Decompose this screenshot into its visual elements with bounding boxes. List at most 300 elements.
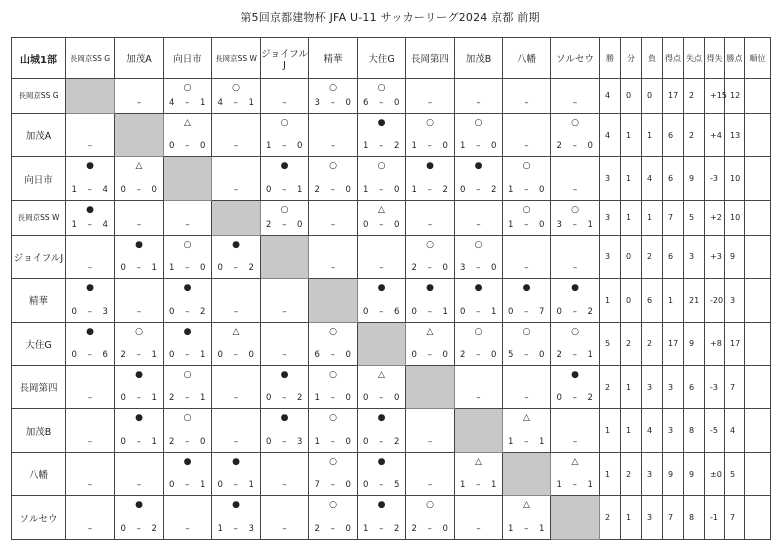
unplayed-dash: – [233, 436, 239, 447]
match-cell [551, 157, 600, 200]
match-score: 2 – 0 [169, 436, 206, 447]
match-cell [309, 496, 358, 540]
stat-cell: 1 [621, 200, 642, 235]
match-score: 3 – 1 [556, 219, 594, 230]
result-mark: ○ [474, 326, 483, 337]
match-cell [164, 200, 212, 235]
match-cell [503, 113, 551, 156]
stat-cell: 4 [600, 113, 621, 156]
self-match-cell [261, 235, 309, 278]
table-body [12, 79, 771, 540]
match-cell [115, 496, 164, 540]
unplayed-dash: – [282, 480, 287, 491]
match-cell [309, 322, 358, 365]
team-row [12, 113, 771, 156]
unplayed-dash: – [87, 436, 93, 447]
stat-cell: 6 [663, 113, 684, 156]
result-mark: ● [280, 369, 289, 380]
match-cell [358, 365, 406, 408]
row-header-team: 長岡京SS W [12, 200, 66, 235]
match-score: 1 – 0 [411, 141, 449, 152]
unplayed-dash: – [476, 393, 481, 404]
match-score: 0 – 0 [120, 184, 158, 195]
match-cell [164, 322, 212, 365]
stat-cell: ±0 [705, 452, 725, 495]
team-row [12, 79, 771, 114]
unplayed-dash: – [233, 393, 239, 404]
match-cell [212, 113, 261, 156]
match-cell [115, 365, 164, 408]
match-cell [66, 365, 115, 408]
match-score: 0 – 7 [508, 306, 545, 317]
match-cell [212, 452, 261, 495]
result-mark: ● [426, 283, 434, 294]
match-score: 1 – 0 [460, 141, 497, 152]
match-score: 0 – 5 [363, 480, 400, 491]
unplayed-dash: – [330, 141, 336, 152]
match-score: 0 – 0 [169, 141, 206, 152]
match-cell [212, 322, 261, 365]
match-cell [212, 279, 261, 322]
match-cell [358, 79, 406, 114]
match-score: 1 – 1 [508, 436, 545, 447]
stat-cell: 0 [621, 279, 642, 322]
unplayed-dash: – [476, 219, 481, 230]
match-cell [551, 113, 600, 156]
result-mark: ● [232, 500, 240, 511]
match-cell [164, 496, 212, 540]
match-score: 0 – 0 [411, 349, 449, 360]
match-score: 2 – 0 [411, 524, 449, 534]
stat-cell [745, 200, 771, 235]
stat-cell: +8 [705, 322, 725, 365]
match-cell [212, 79, 261, 114]
match-score: 0 – 1 [266, 184, 303, 195]
stat-cell [745, 496, 771, 540]
result-mark: △ [135, 161, 143, 172]
stat-cell: 10 [725, 200, 745, 235]
stat-cell [745, 322, 771, 365]
result-mark: ● [280, 413, 289, 424]
result-mark: △ [232, 326, 240, 337]
unplayed-dash: – [87, 480, 93, 491]
match-cell [406, 113, 455, 156]
stat-cell: 6 [663, 235, 684, 278]
match-cell [66, 235, 115, 278]
stat-cell: 1 [642, 113, 663, 156]
result-mark: ○ [183, 239, 192, 250]
result-mark: ○ [232, 83, 240, 93]
result-mark: ● [232, 456, 240, 467]
match-score: 1 – 2 [363, 141, 400, 152]
match-cell [309, 409, 358, 452]
self-match-cell [503, 452, 551, 495]
result-mark: △ [571, 456, 579, 467]
result-mark: ○ [329, 83, 337, 93]
column-header-team: 加茂A [115, 38, 164, 79]
result-mark: ● [135, 239, 143, 250]
match-cell [309, 113, 358, 156]
match-cell [503, 79, 551, 114]
match-cell [164, 79, 212, 114]
team-row [12, 409, 771, 452]
column-header-team: 精華 [309, 38, 358, 79]
match-score: 0 – 0 [363, 219, 400, 230]
unplayed-dash: – [427, 480, 433, 491]
match-cell [164, 452, 212, 495]
stat-cell: 3 [642, 496, 663, 540]
match-cell [261, 409, 309, 452]
unplayed-dash: – [572, 436, 578, 447]
unplayed-dash: – [524, 393, 529, 404]
match-score: 3 – 0 [314, 97, 352, 108]
match-cell [66, 200, 115, 235]
match-score: 1 – 1 [508, 524, 545, 534]
result-mark: ● [86, 204, 94, 215]
match-cell [455, 452, 503, 495]
column-header-team: 長岡京SS G [66, 38, 115, 79]
stat-cell: 4 [642, 409, 663, 452]
stat-cell [745, 235, 771, 278]
column-header-team: ジョイフルJ [261, 38, 309, 79]
match-score: 0 – 1 [460, 306, 497, 317]
result-mark: ● [474, 283, 483, 294]
stat-cell: 2 [684, 113, 705, 156]
match-score: 6 – 0 [363, 97, 400, 108]
match-score: 2 – 0 [460, 349, 497, 360]
stat-cell: 4 [600, 79, 621, 114]
match-cell [66, 322, 115, 365]
stat-cell [745, 79, 771, 114]
result-mark: ● [522, 283, 531, 294]
match-cell [115, 235, 164, 278]
stat-cell: 5 [725, 452, 745, 495]
result-mark: ○ [377, 83, 386, 93]
team-row [12, 157, 771, 200]
result-mark: ● [183, 456, 192, 467]
result-mark: ○ [571, 204, 579, 215]
match-score: 6 – 0 [314, 349, 352, 360]
match-score: 1 – 4 [71, 184, 109, 195]
stat-cell: -1 [705, 496, 725, 540]
result-mark: ○ [329, 369, 337, 380]
match-cell [358, 157, 406, 200]
match-score: 0 – 2 [363, 436, 400, 447]
row-header-team: 加茂B [12, 409, 66, 452]
match-cell [66, 157, 115, 200]
match-score: 1 – 0 [314, 436, 352, 447]
result-mark: ● [426, 161, 434, 172]
match-cell [261, 113, 309, 156]
result-mark: △ [426, 326, 434, 337]
stat-cell: 9 [684, 452, 705, 495]
match-score: 0 – 6 [363, 306, 400, 317]
match-score: 2 – 0 [266, 219, 303, 230]
stat-cell: 1 [663, 279, 684, 322]
unplayed-dash: – [136, 480, 142, 491]
stat-cell: 8 [684, 496, 705, 540]
stat-cell: 1 [621, 157, 642, 200]
result-mark: ○ [474, 117, 483, 128]
result-mark: ○ [522, 326, 531, 337]
row-header-team: 加茂A [12, 113, 66, 156]
result-mark: ● [135, 369, 143, 380]
column-header-team: 長岡京SS W [212, 38, 261, 79]
header-row [12, 38, 771, 79]
match-cell [551, 79, 600, 114]
row-header-team: 向日市 [12, 157, 66, 200]
self-match-cell [455, 409, 503, 452]
result-mark: ● [183, 283, 192, 294]
stat-cell: 2 [642, 322, 663, 365]
stat-cell: 3 [663, 409, 684, 452]
unplayed-dash: – [87, 263, 93, 274]
match-score: 0 – 3 [266, 436, 303, 447]
match-cell [551, 279, 600, 322]
match-cell [406, 409, 455, 452]
match-cell [358, 113, 406, 156]
stat-cell: 7 [663, 200, 684, 235]
match-score: 0 – 0 [363, 393, 400, 404]
stat-cell: 7 [663, 496, 684, 540]
match-cell [66, 452, 115, 495]
match-cell [261, 157, 309, 200]
match-cell [455, 235, 503, 278]
match-cell [261, 79, 309, 114]
match-score: 0 – 1 [120, 393, 158, 404]
result-mark: ● [571, 283, 579, 294]
match-cell [455, 322, 503, 365]
row-header-team: 長岡京SS G [12, 79, 66, 114]
match-score: 0 – 1 [217, 480, 255, 491]
unplayed-dash: – [282, 524, 287, 534]
stat-cell: +3 [705, 235, 725, 278]
result-mark: ● [183, 326, 192, 337]
match-score: 1 – 0 [508, 184, 545, 195]
self-match-cell [212, 200, 261, 235]
match-score: 1 – 0 [363, 184, 400, 195]
match-score: 3 – 0 [460, 263, 497, 274]
stat-cell: 0 [621, 79, 642, 114]
column-header-stat: 順位 [745, 38, 771, 79]
stat-cell: 17 [663, 322, 684, 365]
match-cell [261, 322, 309, 365]
unplayed-dash: – [233, 306, 239, 317]
result-mark: ○ [329, 413, 337, 424]
unplayed-dash: – [572, 263, 578, 274]
stat-cell: 7 [725, 496, 745, 540]
result-mark: ○ [183, 413, 192, 424]
match-score: 0 – 3 [71, 306, 109, 317]
match-cell [164, 235, 212, 278]
column-header-stat: 得失 [705, 38, 725, 79]
stat-cell: 1 [621, 113, 642, 156]
stat-cell: 1 [600, 409, 621, 452]
stat-cell: +2 [705, 200, 725, 235]
stat-cell: 6 [663, 157, 684, 200]
match-score: 1 – 2 [411, 184, 449, 195]
stat-cell: 17 [725, 322, 745, 365]
match-cell [309, 157, 358, 200]
match-cell [66, 279, 115, 322]
unplayed-dash: – [233, 141, 239, 152]
stat-cell: 8 [684, 409, 705, 452]
result-mark: ○ [183, 83, 192, 93]
unplayed-dash: – [136, 97, 142, 108]
stat-cell: 3 [642, 452, 663, 495]
result-mark: ○ [522, 161, 531, 172]
stat-cell: 3 [725, 279, 745, 322]
match-cell [115, 322, 164, 365]
self-match-cell [115, 113, 164, 156]
match-cell [455, 279, 503, 322]
unplayed-dash: – [87, 524, 93, 534]
match-score: 2 – 0 [314, 184, 352, 195]
stat-cell: 21 [684, 279, 705, 322]
result-mark: ● [280, 161, 289, 172]
match-score: 2 – 1 [556, 349, 594, 360]
row-header-team: 大住G [12, 322, 66, 365]
match-cell [503, 496, 551, 540]
stat-cell: 6 [684, 365, 705, 408]
stat-cell: 9 [725, 235, 745, 278]
match-score: 0 – 2 [120, 524, 158, 534]
stat-cell: 3 [600, 200, 621, 235]
match-cell [212, 157, 261, 200]
column-header-team: 加茂B [455, 38, 503, 79]
unplayed-dash: – [185, 219, 190, 230]
unplayed-dash: – [476, 97, 481, 108]
team-row [12, 279, 771, 322]
result-mark: ○ [329, 161, 337, 172]
self-match-cell [551, 496, 600, 540]
match-score: 1 – 0 [266, 141, 303, 152]
match-cell [164, 365, 212, 408]
match-cell [551, 365, 600, 408]
match-score: 2 – 1 [120, 349, 158, 360]
result-mark: ○ [474, 239, 483, 250]
stat-cell: -20 [705, 279, 725, 322]
match-cell [309, 365, 358, 408]
row-header-team: 八幡 [12, 452, 66, 495]
team-row [12, 365, 771, 408]
team-row [12, 496, 771, 540]
match-cell [358, 200, 406, 235]
self-match-cell [406, 365, 455, 408]
result-mark: ○ [135, 326, 143, 337]
league-name: 山城1部 [12, 38, 66, 79]
match-cell [455, 79, 503, 114]
match-cell [115, 452, 164, 495]
stat-cell [745, 279, 771, 322]
unplayed-dash: – [476, 524, 481, 534]
stat-cell: 9 [684, 157, 705, 200]
match-cell [455, 157, 503, 200]
page-title: 第5回京都建物杯 JFA U-11 サッカーリーグ2024 京都 前期 [240, 11, 540, 24]
match-cell [66, 409, 115, 452]
row-header-team: 長岡第四 [12, 365, 66, 408]
result-mark: △ [378, 369, 385, 380]
stat-cell: 1 [621, 365, 642, 408]
unplayed-dash: – [282, 97, 287, 108]
stat-cell: 2 [642, 235, 663, 278]
result-mark: △ [378, 204, 385, 215]
match-score: 1 – 1 [556, 480, 594, 491]
match-cell [406, 496, 455, 540]
match-score: 0 – 2 [266, 393, 303, 404]
stat-cell: 5 [600, 322, 621, 365]
match-cell [309, 200, 358, 235]
unplayed-dash: – [185, 524, 190, 534]
match-cell [503, 279, 551, 322]
match-score: 0 – 2 [460, 184, 497, 195]
column-header-team: 八幡 [503, 38, 551, 79]
result-mark: ○ [329, 456, 337, 467]
result-mark: ● [86, 161, 94, 172]
result-mark: △ [475, 456, 482, 467]
stat-cell: 9 [684, 322, 705, 365]
team-row [12, 322, 771, 365]
match-cell [261, 200, 309, 235]
match-score: 7 – 0 [314, 480, 352, 491]
column-header-stat: 失点 [684, 38, 705, 79]
match-cell [358, 409, 406, 452]
match-cell [164, 113, 212, 156]
match-score: 0 – 2 [217, 263, 255, 274]
match-cell [358, 496, 406, 540]
match-score: 0 – 1 [120, 263, 158, 274]
match-cell [309, 235, 358, 278]
stat-cell: 3 [684, 235, 705, 278]
match-score: 1 – 0 [508, 219, 545, 230]
stat-cell: 9 [663, 452, 684, 495]
result-mark: ○ [329, 500, 337, 511]
result-mark: ● [474, 161, 483, 172]
stat-cell: 13 [725, 113, 745, 156]
match-cell [406, 200, 455, 235]
result-mark: ○ [183, 369, 192, 380]
stat-cell: 17 [663, 79, 684, 114]
stat-cell: 3 [642, 365, 663, 408]
stat-cell: 3 [600, 235, 621, 278]
match-cell [455, 200, 503, 235]
unplayed-dash: – [87, 393, 93, 404]
unplayed-dash: – [136, 219, 142, 230]
unplayed-dash: – [330, 219, 336, 230]
match-score: 0 – 1 [169, 349, 206, 360]
column-header-stat: 負 [642, 38, 663, 79]
match-score: 4 – 1 [169, 97, 206, 108]
result-mark: ● [571, 369, 579, 380]
match-cell [66, 496, 115, 540]
match-cell [164, 279, 212, 322]
league-table [11, 37, 770, 540]
column-header-stat: 勝 [600, 38, 621, 79]
stat-cell: 4 [642, 157, 663, 200]
match-cell [455, 496, 503, 540]
stat-cell: 3 [663, 365, 684, 408]
match-score: 4 – 1 [217, 97, 255, 108]
stat-cell: 2 [600, 496, 621, 540]
unplayed-dash: – [427, 219, 433, 230]
match-score: 1 – 0 [314, 393, 352, 404]
match-cell [66, 113, 115, 156]
stat-cell [745, 113, 771, 156]
team-row [12, 235, 771, 278]
column-header-team: 長岡第四 [406, 38, 455, 79]
column-header-team: 大住G [358, 38, 406, 79]
stat-cell: 10 [725, 157, 745, 200]
